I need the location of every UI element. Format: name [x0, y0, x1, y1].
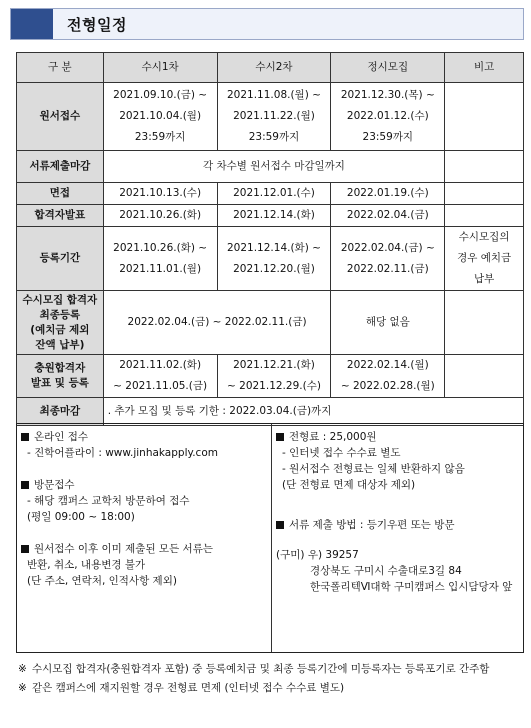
row-label-documents: 서류제출마감 [17, 151, 104, 183]
visit-application-block [21, 477, 267, 525]
row-label-extra-admission: 충원합격자 발표 및 등록 [17, 355, 104, 398]
cell-final-registration-jeongsi: 해당 없음 [331, 291, 445, 355]
fee-head: 전형료 : 25,000원 [289, 431, 377, 443]
cell-announce-remark [445, 205, 524, 227]
no-return-line-2: (단 주소, 연락처, 인적사항 제외) [27, 575, 177, 587]
fee-line-1: - 인터넷 접수 수수료 별도 [282, 447, 401, 459]
cell-documents-remark [445, 151, 524, 183]
schedule-table [16, 52, 524, 426]
no-return-line-1: 반환, 취소, 내용변경 불가 [27, 559, 146, 571]
cell-deadline-value: . 추가 모집 및 등록 기한 : 2022.03.04.(금)까지 [103, 398, 523, 426]
row-label-registration: 등록기간 [17, 227, 104, 291]
cell-announce-s2: 2021.12.14.(화) [217, 205, 331, 227]
row-final-registration [17, 291, 524, 355]
cell-registration-s2: 2021.12.14.(화) ~ 2021.12.20.(월) [217, 227, 331, 291]
row-label-application: 원서접수 [17, 83, 104, 151]
cell-extra-remark [445, 355, 524, 398]
cell-extra-s1: 2021.11.02.(화) ~ 2021.11.05.(금) [103, 355, 217, 398]
cell-final-registration-susi: 2022.02.04.(금) ~ 2022.02.11.(금) [103, 291, 331, 355]
cell-announce-s1: 2021.10.26.(화) [103, 205, 217, 227]
page-title: 전형일정 [67, 15, 127, 34]
header-category: 구 분 [17, 53, 104, 83]
row-announce [17, 205, 524, 227]
address-line-1: 경상북도 구미시 수출대로3길 84 [310, 565, 462, 577]
footnote-text: 같은 캠퍼스에 재지원할 경우 전형료 면제 (인터넷 접수 수수료 별도) [32, 682, 345, 694]
cell-application-jeongsi: 2021.12.30.(목) ~ 2022.01.12.(수) 23:59까지 [331, 83, 445, 151]
cell-extra-jeongsi: 2022.02.14.(월) ~ 2022.02.28.(월) [331, 355, 445, 398]
cell-interview-remark [445, 183, 524, 205]
cell-extra-s2: 2021.12.21.(화) ~ 2021.12.29.(수) [217, 355, 331, 398]
online-head: 온라인 접수 [34, 431, 89, 443]
cell-announce-jeongsi: 2022.02.04.(금) [331, 205, 445, 227]
bullet-square-icon [276, 433, 284, 441]
cell-application-remark [445, 83, 524, 151]
footnote-item: ※ 수시모집 합격자(충원합격자 포함) 중 등록예치금 및 최종 등록기간에 미등록자는 등록포기로 간주함 [18, 660, 526, 679]
cell-final-registration-remark [445, 291, 524, 355]
row-label-announce: 합격자발표 [17, 205, 104, 227]
row-deadline [17, 398, 524, 426]
no-return-block [21, 541, 267, 589]
row-label-interview: 면접 [17, 183, 104, 205]
cell-registration-jeongsi: 2022.02.04.(금) ~ 2022.02.11.(금) [331, 227, 445, 291]
visit-head: 방문접수 [34, 479, 75, 491]
info-right-column [272, 424, 523, 652]
row-label-deadline: 최종마감 [17, 398, 104, 426]
title-accent-block [11, 9, 53, 39]
submit-method-block [276, 517, 519, 533]
address-block [276, 547, 519, 595]
cell-interview-s1: 2021.10.13.(수) [103, 183, 217, 205]
visit-line-2: (평일 09:00 ~ 18:00) [27, 511, 135, 523]
address-line-2: 한국폴리텍Ⅵ대학 구미캠퍼스 입시담당자 앞 [310, 581, 513, 593]
online-url-line: - 진학어플라이 : www.jinhakapply.com [27, 447, 218, 459]
row-interview [17, 183, 524, 205]
bullet-square-icon [276, 521, 284, 529]
row-registration [17, 227, 524, 291]
info-box [16, 423, 524, 653]
footnote-text: 수시모집 합격자(충원합격자 포함) 중 등록예치금 및 최종 등록기간에 미등록자는 등록포기로 간주함 [32, 663, 490, 675]
cell-interview-jeongsi: 2022.01.19.(수) [331, 183, 445, 205]
row-documents [17, 151, 524, 183]
cell-application-s1: 2021.09.10.(금) ~ 2021.10.04.(월) 23:59까지 [103, 83, 217, 151]
row-extra-admission [17, 355, 524, 398]
header-susi1: 수시1차 [103, 53, 217, 83]
footnotes [18, 660, 526, 698]
cell-application-s2: 2021.11.08.(월) ~ 2021.11.22.(월) 23:59까지 [217, 83, 331, 151]
bullet-square-icon [21, 545, 29, 553]
fee-line-3: (단 전형료 면제 대상자 제외) [282, 479, 416, 491]
table-header-row [17, 53, 524, 83]
footnote-item: ※ 같은 캠퍼스에 재지원할 경우 전형료 면제 (인터넷 접수 수수료 별도) [18, 679, 526, 698]
bullet-square-icon [21, 481, 29, 489]
row-application [17, 83, 524, 151]
fee-line-2: - 원서접수 전형료는 일체 반환하지 않음 [282, 463, 465, 475]
header-remarks: 비고 [445, 53, 524, 83]
info-left-column [17, 424, 272, 652]
visit-line-1: - 해당 캠퍼스 교학처 방문하여 접수 [27, 495, 190, 507]
online-application-block [21, 429, 267, 461]
fee-block [276, 429, 519, 493]
address-zip: (구미) 우) 39257 [276, 549, 359, 561]
header-jeongsi: 정시모집 [331, 53, 445, 83]
section-title-bar [10, 8, 524, 40]
submit-head: 서류 제출 방법 : 등기우편 또는 방문 [289, 519, 455, 531]
cell-interview-s2: 2021.12.01.(수) [217, 183, 331, 205]
no-return-head: 원서접수 이후 이미 제출된 모든 서류는 [34, 543, 213, 555]
bullet-square-icon [21, 433, 29, 441]
cell-registration-remark: 수시모집의 경우 예치금 납부 [445, 227, 524, 291]
cell-documents-value: 각 차수별 원서접수 마감일까지 [103, 151, 444, 183]
row-label-final-registration: 수시모집 합격자 최종등록 (예치금 제외 잔액 납부) [17, 291, 104, 355]
cell-registration-s1: 2021.10.26.(화) ~ 2021.11.01.(월) [103, 227, 217, 291]
header-susi2: 수시2차 [217, 53, 331, 83]
